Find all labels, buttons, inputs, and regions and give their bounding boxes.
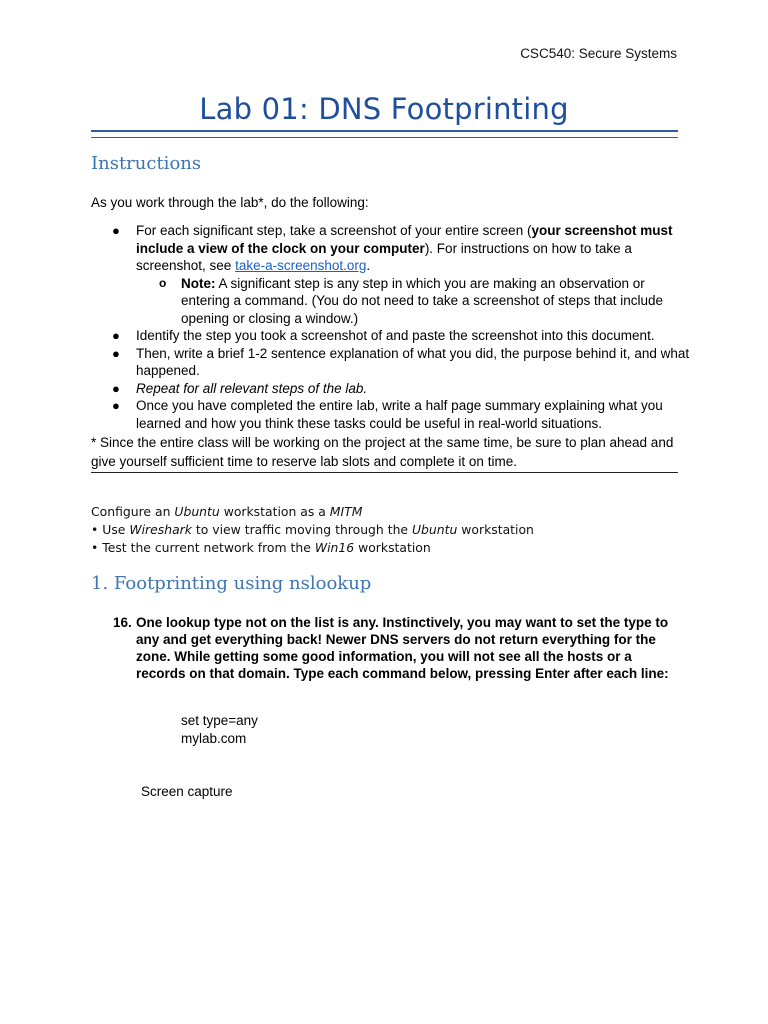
list-item: ● Once you have completed the entire lab, write a half page summary explaining what you learned and how you think these tasks could be useful in real-world situations. — [112, 398, 663, 431]
footnote: * Since the entire class will be working on the project at the same time, be sure to plan ahead and give yourself sufficient time to reserve lab slots and complete it on time. — [91, 434, 678, 473]
screenshot-link[interactable]: take-a-screenshot.org — [235, 258, 367, 273]
bullet-icon: ● — [112, 398, 120, 413]
configure-block — [91, 503, 534, 557]
step-number: 16. — [113, 615, 132, 630]
command-list — [181, 712, 258, 747]
configure-line: • Test the current network from the Win16 workstation — [91, 540, 431, 555]
title-divider — [91, 130, 678, 138]
instructions-heading: Instructions — [91, 153, 202, 174]
page-title: Lab 01: DNS Footprinting — [199, 92, 569, 126]
list-item: ● For each significant step, take a screenshot of your entire screen (your screenshot must include a view of the clock on your computer). For instructions on how to take a screenshot, see take-a-screenshot.org. — [112, 223, 673, 273]
clock-requirement: your screenshot must include a view of the clock on your computer — [136, 223, 673, 256]
instructions-intro: As you work through the lab*, do the following: — [91, 195, 369, 210]
command-line: mylab.com — [181, 730, 247, 746]
configure-line: • Use Wireshark to view traffic moving through the Ubuntu workstation — [91, 522, 534, 537]
command-line: set type=any — [181, 713, 258, 728]
step-text: One lookup type not on the list is any. Instinctively, you may want to set the type to any and get everything back! Newer DNS servers do not return everything for the zone. While getting some good information, you will not see all the hosts or a records on that domain. Type each command below, pressing Enter after each line: — [136, 615, 669, 681]
list-item: ● Then, write a brief 1-2 sentence explanation of what you did, the purpose behind it, and what happened. — [112, 345, 690, 378]
note-item: o Note: A significant step is any step in which you are making an observation or entering a command. (You do not need to take a screenshot of steps that include opening or closing a window.) — [159, 275, 664, 326]
list-item: ● Identify the step you took a screenshot of and paste the screenshot into this document. — [112, 328, 655, 343]
configure-line: Configure an Ubuntu workstation as a MITM — [91, 504, 363, 519]
bullet-icon: ● — [112, 328, 120, 343]
step-16 — [113, 614, 673, 682]
bullet-icon: ● — [112, 223, 120, 238]
list-item: ● Repeat for all relevant steps of the lab. — [112, 380, 368, 396]
sub-bullet-icon: o — [159, 275, 167, 290]
bullet-icon: ● — [112, 380, 120, 396]
section-heading: 1. Footprinting using nslookup — [91, 573, 372, 594]
instructions-list — [91, 222, 691, 432]
course-header: CSC540: Secure Systems — [520, 46, 677, 61]
note-label: Note: — [181, 275, 216, 291]
screen-capture-placeholder: Screen capture — [141, 784, 233, 799]
bullet-icon: ● — [112, 345, 120, 361]
